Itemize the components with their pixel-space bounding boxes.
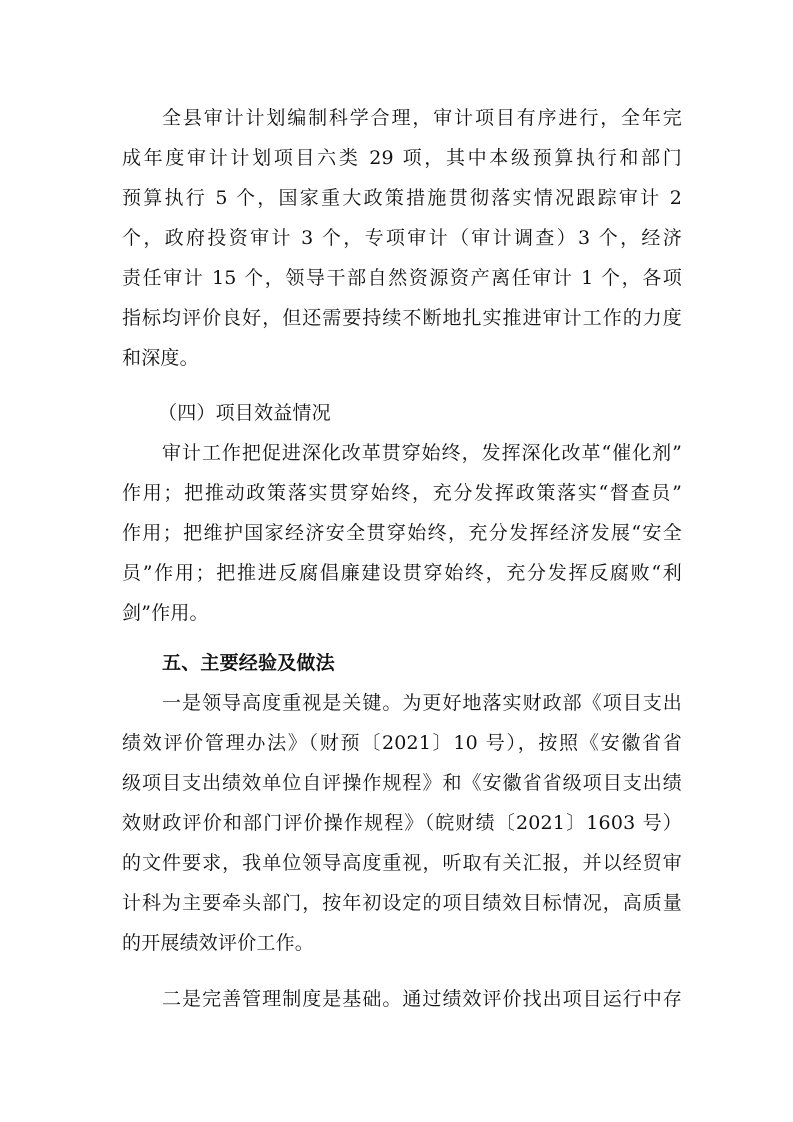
paragraph-3-line-7: 的开展绩效评价工作。 <box>122 932 315 954</box>
subheading-project-benefits: （四）项目效益情况 <box>158 402 331 424</box>
paragraph-1-line-7: 和深度。 <box>122 347 199 369</box>
paragraph-2-line-1: 审计工作把促进深化改革贯穿始终，发挥深化改革“催化剂” <box>162 442 682 464</box>
paragraph-2-line-5: 剑”作用。 <box>122 602 209 624</box>
paragraph-1-line-2: 成年度审计计划项目六类 29 项，其中本级预算执行和部门 <box>122 147 682 169</box>
paragraph-2-line-4: 员”作用；把推进反腐倡廉建设贯穿始终，充分发挥反腐败“利 <box>122 562 682 584</box>
paragraph-2-line-2: 作用；把推动政策落实贯穿始终，充分发挥政策落实“督查员” <box>122 482 682 504</box>
paragraph-3-line-5: 的文件要求，我单位领导高度重视，听取有关汇报，并以经贸审 <box>122 852 682 874</box>
paragraph-3-line-1: 一是领导高度重视是关键。为更好地落实财政部《项目支出 <box>162 692 682 714</box>
paragraph-1-line-4: 个，政府投资审计 3 个，专项审计（审计调查）3 个，经济 <box>122 227 682 249</box>
paragraph-3-line-2: 绩效评价管理办法》（财预〔2021〕10 号），按照《安徽省省 <box>122 732 682 754</box>
paragraph-3-line-3: 级项目支出绩效单位自评操作规程》和《安徽省省级项目支出绩 <box>122 772 682 794</box>
section-heading-main-experience: 五、主要经验及做法 <box>162 652 335 674</box>
paragraph-1-line-5: 责任审计 15 个，领导干部自然资源资产离任审计 1 个，各项 <box>122 267 682 289</box>
paragraph-1-line-3: 预算执行 5 个，国家重大政策措施贯彻落实情况跟踪审计 2 <box>122 187 682 209</box>
paragraph-4-line-1: 二是完善管理制度是基础。通过绩效评价找出项目运行中存 <box>162 988 682 1010</box>
paragraph-1-line-6: 指标均评价良好，但还需要持续不断地扎实推进审计工作的力度 <box>122 307 682 329</box>
paragraph-1-line-1: 全县审计计划编制科学合理，审计项目有序进行，全年完 <box>162 107 682 129</box>
paragraph-3-line-4: 效财政评价和部门评价操作规程》（皖财绩〔2021〕1603 号） <box>122 812 682 834</box>
paragraph-2-line-3: 作用；把维护国家经济安全贯穿始终，充分发挥经济发展“安全 <box>122 522 682 544</box>
paragraph-3-line-6: 计科为主要牵头部门，按年初设定的项目绩效目标情况，高质量 <box>122 892 682 914</box>
